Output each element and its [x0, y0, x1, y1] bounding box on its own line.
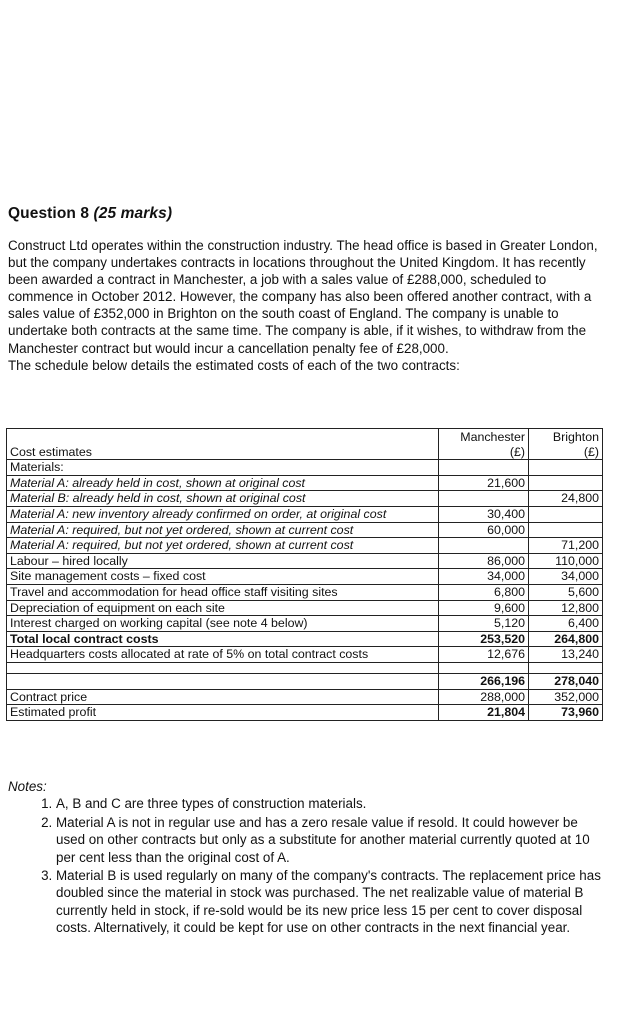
row-manchester-value	[439, 538, 529, 554]
cost-estimates-table	[6, 428, 603, 721]
row-brighton-value: 110,000	[529, 553, 603, 569]
row-brighton-value	[529, 460, 603, 476]
row-brighton-value: 73,960	[529, 705, 603, 721]
row-manchester-value	[439, 491, 529, 507]
note-item: 2. Material A is not in regular use and has a zero resale value if resold. It could however be used on other contracts but only as a substitute for another material currently quoted at 10 per cent less than the original cost of A.	[56, 814, 602, 866]
intro-paragraph: Construct Ltd operates within the construction industry. The head office is based in Greater London, but the company undertakes contracts in locations throughout the United Kingdom. It has recently been awarded a contract in Manchester, a job with a sales value of £288,000, scheduled to commence in October 2012. However, the company has also been offered another contract, with a sales value of £352,000 in Brighton on the south coast of England. The company is unable to undertake both contracts at the same time. The company is able, if it wishes, to withdraw from the Manchester contract but would incur a cancellation penalty fee of £28,000.	[8, 238, 598, 356]
question-title: Question 8	[8, 205, 90, 222]
row-label: Interest charged on working capital (see note 4 below)	[7, 616, 439, 632]
manchester-column-unit: (£)	[509, 444, 525, 459]
table-row	[7, 460, 603, 476]
table-row	[7, 506, 603, 522]
row-manchester-value: 253,520	[439, 631, 529, 647]
brighton-column-name: Brighton	[552, 430, 599, 444]
notes-section	[8, 778, 602, 937]
row-label	[7, 673, 439, 689]
table-row	[7, 616, 603, 632]
brighton-column-unit: (£)	[583, 444, 599, 459]
table-row	[7, 584, 603, 600]
row-manchester-value: 30,400	[439, 506, 529, 522]
row-brighton-value: 34,000	[529, 569, 603, 585]
row-label: Material A: already held in cost, shown at original cost	[7, 475, 439, 491]
table-header-row	[7, 429, 603, 460]
question-marks: (25 marks)	[93, 205, 173, 222]
table-row	[7, 569, 603, 585]
row-label: Total local contract costs	[7, 631, 439, 647]
table-row	[7, 553, 603, 569]
table-row	[7, 491, 603, 507]
row-brighton-value: 352,000	[529, 689, 603, 705]
row-label: Headquarters costs allocated at rate of 5% on total contract costs	[7, 647, 439, 663]
row-manchester-value: 12,676	[439, 647, 529, 663]
note-item: 3. Material B is used regularly on many of the company's contracts. The replacement price has doubled since the material in stock was purchased. The net realizable value of material B currently held in stock, if re-sold would be its new price less 15 per cent to cover disposal costs. Alternatively, it could be kept for use on other contracts in the next financial year.	[56, 867, 602, 937]
row-brighton-value	[529, 475, 603, 491]
row-label: Estimated profit	[7, 705, 439, 721]
row-label: Contract price	[7, 689, 439, 705]
question-intro	[8, 237, 602, 374]
row-brighton-value: 278,040	[529, 673, 603, 689]
row-brighton-value: 13,240	[529, 647, 603, 663]
row-manchester-value: 288,000	[439, 689, 529, 705]
row-manchester-value: 21,600	[439, 475, 529, 491]
row-brighton-value: 71,200	[529, 538, 603, 554]
row-label: Labour – hired locally	[7, 553, 439, 569]
table-row	[7, 600, 603, 616]
row-label: Materials:	[7, 460, 439, 476]
table-row-profit	[7, 705, 603, 721]
row-label: Site management costs – fixed cost	[7, 569, 439, 585]
row-manchester-value: 5,120	[439, 616, 529, 632]
row-manchester-value: 21,804	[439, 705, 529, 721]
row-brighton-value: 6,400	[529, 616, 603, 632]
row-manchester-value: 86,000	[439, 553, 529, 569]
row-brighton-value: 12,800	[529, 600, 603, 616]
row-brighton-value: 264,800	[529, 631, 603, 647]
row-manchester-value	[439, 460, 529, 476]
row-manchester-value: 6,800	[439, 584, 529, 600]
table-row-total	[7, 631, 603, 647]
table-header-manchester	[439, 429, 529, 460]
row-brighton-value	[529, 506, 603, 522]
row-manchester-value: 34,000	[439, 569, 529, 585]
row-manchester-value: 266,196	[439, 673, 529, 689]
table-header-label: Cost estimates	[7, 429, 439, 460]
table-row-subtotal	[7, 673, 603, 689]
table-row	[7, 522, 603, 538]
row-label: Material A: new inventory already confirmed on order, at original cost	[7, 506, 439, 522]
table-header-brighton	[529, 429, 603, 460]
row-brighton-value: 24,800	[529, 491, 603, 507]
question-heading	[8, 205, 172, 223]
row-label: Material B: already held in cost, shown at original cost	[7, 491, 439, 507]
table-row	[7, 538, 603, 554]
note-item: 1. A, B and C are three types of construction materials.	[56, 795, 602, 812]
row-brighton-value: 5,600	[529, 584, 603, 600]
table-spacer-row	[7, 662, 603, 673]
row-brighton-value	[529, 522, 603, 538]
table-row	[7, 647, 603, 663]
row-label: Travel and accommodation for head office staff visiting sites	[7, 584, 439, 600]
intro-schedule-line: The schedule below details the estimated costs of each of the two contracts:	[8, 357, 460, 373]
manchester-column-name: Manchester	[460, 430, 525, 444]
row-label: Material A: required, but not yet ordered, shown at current cost	[7, 538, 439, 554]
row-manchester-value: 9,600	[439, 600, 529, 616]
row-label: Material A: required, but not yet ordered, shown at current cost	[7, 522, 439, 538]
row-label: Depreciation of equipment on each site	[7, 600, 439, 616]
notes-title: Notes:	[8, 779, 47, 794]
table-row	[7, 689, 603, 705]
row-manchester-value: 60,000	[439, 522, 529, 538]
notes-list	[8, 795, 602, 936]
table-row	[7, 475, 603, 491]
